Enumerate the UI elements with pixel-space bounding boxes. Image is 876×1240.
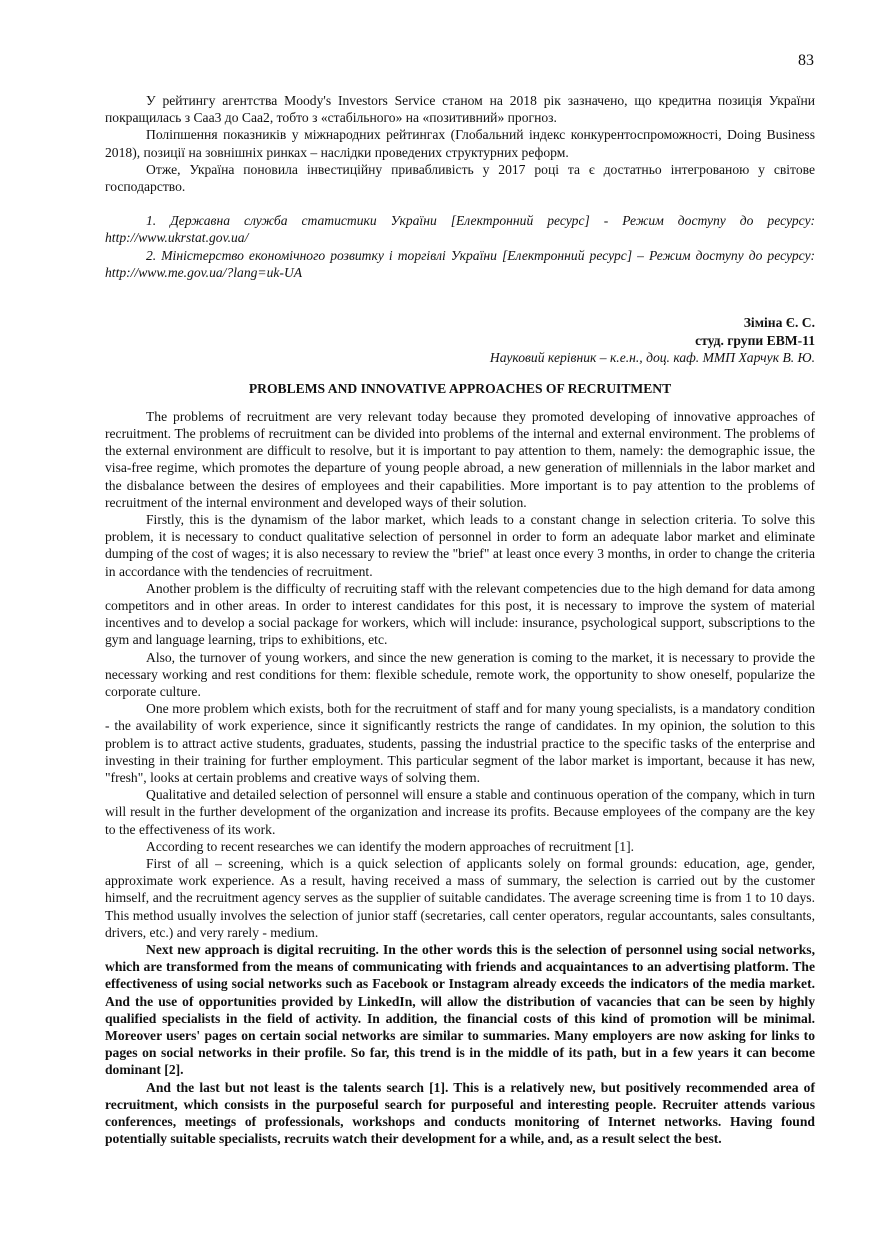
bold-paragraph: And the last but not least is the talents search [1]. This is a relatively new, but positively recommended area of recruitment, which consists in the purposeful search for purposeful and interesting people. Recruiter attends various conferences, meetings of professionals, workshops and conducts monitoring of Internet networks. Having found potentially suitable specialists, recruits watch their development for a while, and, as a result select the best. [105,1079,815,1147]
article-body [105,408,815,941]
body-paragraph: Also, the turnover of young workers, and since the new generation is coming to the market, it is necessary to provide the necessary working and rest conditions for them: flexible schedule, remote work, the opportunity to show oneself, popularize the corporate culture. [105,649,815,699]
author-group: студ. групи ЕВМ-11 [695,332,815,348]
body-paragraph: Another problem is the difficulty of recruiting staff with the relevant competencies due to the high demand for data among competitors and in other areas. In order to interest candidates for this post, it is necessary to improve the system of material incentives and to develop a social package for workers, which will include: insurance, psychological support, subscriptions to the gym and language learning, trips to exhibitions, etc. [105,580,815,648]
body-paragraph: One more problem which exists, both for the recruitment of staff and for many young specialists, is a mandatory condition - the availability of work experience, since it significantly restricts the range of candidates. In my opinion, the solution to this problem is to attract active students, graduates, students, passing the industrial practice to the specific tasks of the enterprise and investing in their training for further employment. This particular segment of the labor market is important, because it has new, "fresh", looks at certain problems and creative ways of solving them. [105,701,815,785]
author-block [105,314,815,367]
intro-paragraph: У рейтингу агентства Moody's Investors Service станом на 2018 рік зазначено, що кредитна позиція України покращилась з Саа3 до Саа2, тобто з «стабільного» на «позитивний» прогноз. [105,93,815,126]
page-content [105,92,815,1147]
article-title: PROBLEMS AND INNOVATIVE APPROACHES OF RECRUITMENT [248,380,672,396]
author-name: Зіміна Є. С. [743,315,815,331]
intro-section [105,92,815,195]
intro-paragraph: Поліпшення показників у міжнародних рейтингах (Глобальний індекс конкурентоспроможності, Doing Business 2018), позиції на зовнішніх ринках – наслідки проведених структурних реформ. [105,127,815,160]
author-supervisor: Науковий керівник – к.е.н., доц. каф. ММП Харчук В. Ю. [489,350,815,366]
bold-paragraph: Next new approach is digital recruiting. In the other words this is the selection of personnel using social networks, which are transformed from the means of communicating with friends and acquaintances to an advertising platform. The effectiveness of using social networks such as Facebook or Instagram already exceeds the indicators of the media market. And the use of opportunities provided by LinkedIn, will allow the distribution of vacancies that can be seen by highly qualified specialists in the field of activity. In addition, the financial costs of this kind of promotion will be minimal. Moreover users' pages on certain social networks are similar to summaries. Many employers are now asking for links to pages on social networks in their profile. So far, this trend is in the middle of its path, but in a few years it can become dominant [2]. [105,942,815,1078]
reference-list [105,212,815,281]
reference-item: 1. Державна служба статистики України [Електронний ресурс] - Режим доступу до ресурсу: http://www.ukrstat.gov.ua/ [105,213,815,246]
body-paragraph: Qualitative and detailed selection of personnel will ensure a stable and continuous operation of the company, which in turn will result in the further development of the organization and increase its profits. Because employees of the company are the key to the effectiveness of its work. [105,787,815,837]
body-paragraph: According to recent researches we can identify the modern approaches of recruitment [1]. [146,838,635,854]
reference-item: 2. Міністерство економічного розвитку і торгівлі України [Електронний ресурс] – Режим доступу до ресурсу: http://www.me.gov.ua/?lang=uk-UA [105,247,815,280]
body-paragraph: The problems of recruitment are very relevant today because they promoted developing of innovative approaches of recruitment. The problems of recruitment can be divided into problems of the internal and external environment. The problems of the external environment are difficult to resolve, but it is important to pay attention to them, namely: the demographic issue, the visa-free regime, which promotes the departure of young people abroad, a new generation of millennials in the labor market and the disbalance between the desires of employees and their capabilities. More important is to pay attention to the problems of recruitment of the internal environment and developed ways of their solution. [105,408,815,510]
body-paragraph: Firstly, this is the dynamism of the labor market, which leads to a constant change in selection criteria. To solve this problem, it is necessary to conduct qualitative selection of personnel in order to form an adequate labor market and eliminate dumping of the cost of wages; it is also necessary to review the "brief" at least once every 3 months, in order to change the criteria in accordance with the tendencies of recruitment. [105,511,815,579]
article-body-bold [105,941,815,1147]
body-paragraph: First of all – screening, which is a quick selection of applicants solely on formal grounds: education, age, gender, approximate work experience. As a result, having received a mass of summary, the selection is carried out by the customer himself, and the recruitment agency serves as the supplier of suitable candidates. The average screening time is from 1 to 10 days. This method usually involves the selection of junior staff (secretaries, call center operators, regular accountants, sales consultants, drivers, etc.) and very rarely - medium. [105,856,815,940]
page-number: 83 [798,52,814,69]
intro-paragraph: Отже, Україна поновила інвестиційну привабливість у 2017 році та є достатньо інтегрованою у світове господарство. [105,161,815,195]
